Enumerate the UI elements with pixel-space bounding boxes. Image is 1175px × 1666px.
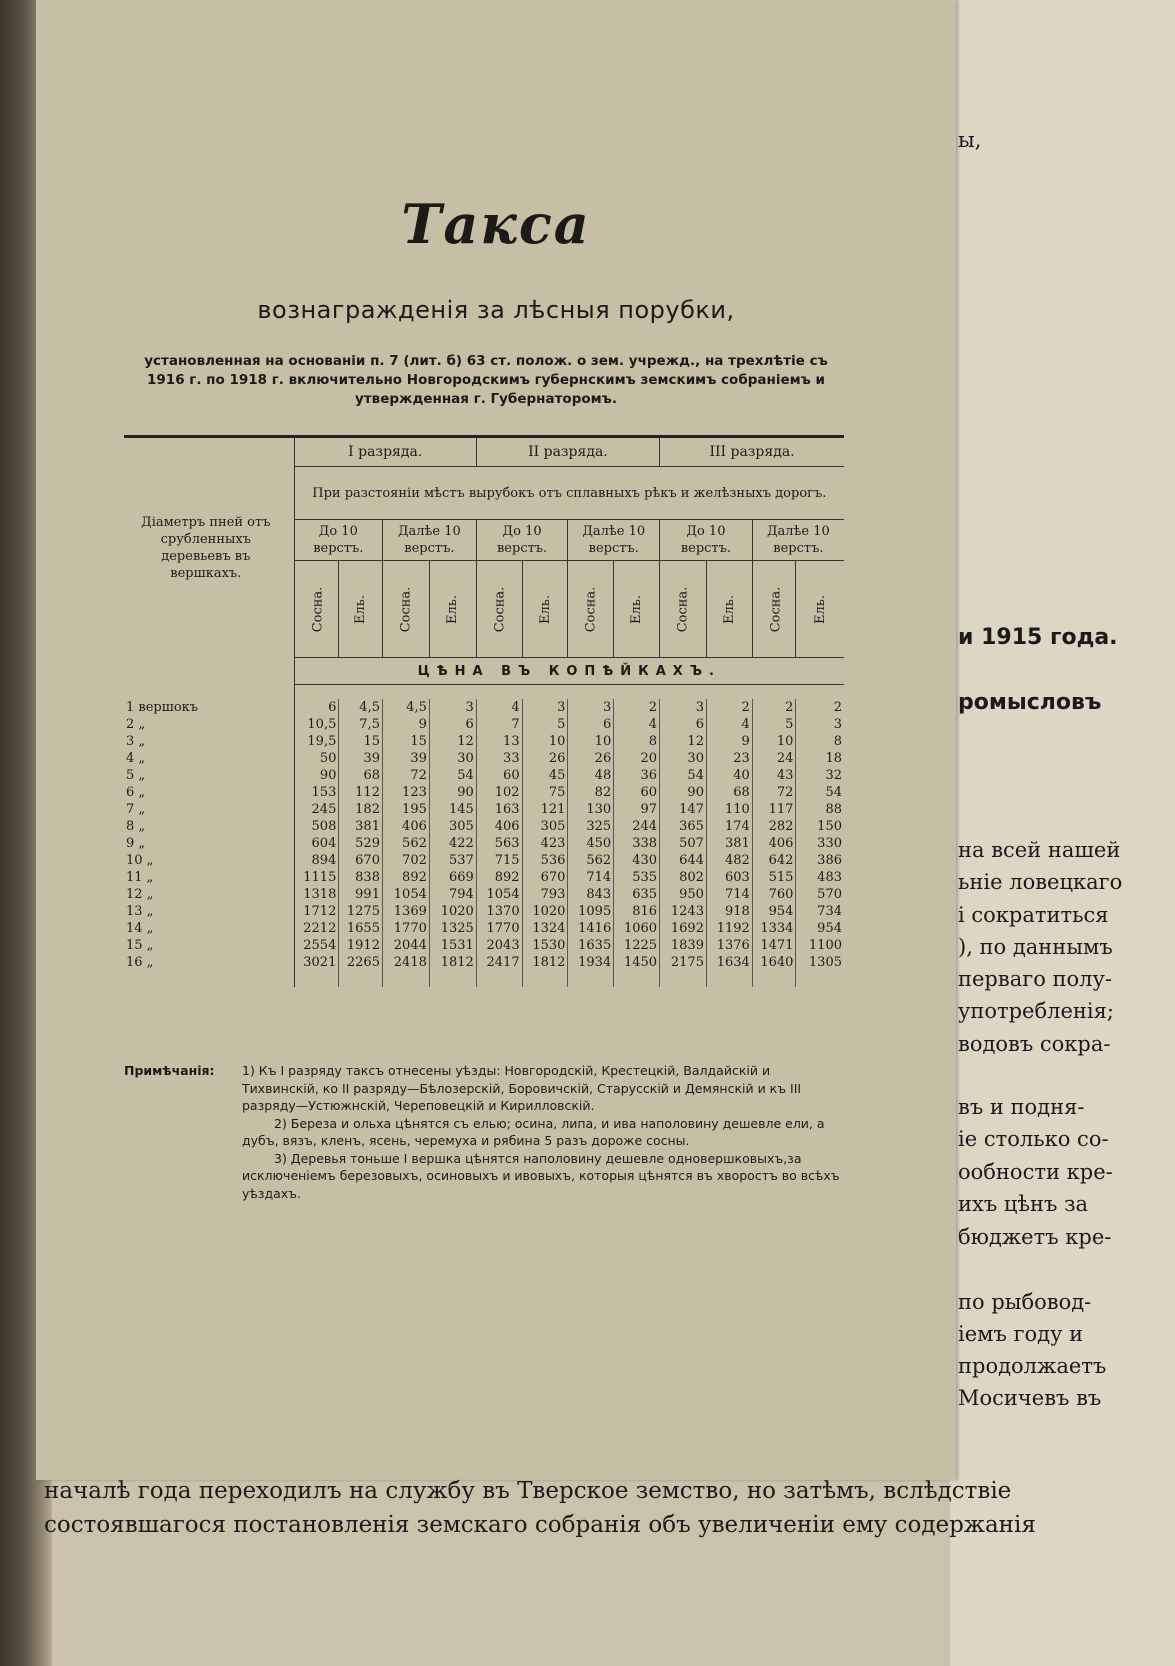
price-cell: 406 [382,818,429,835]
price-cell: 603 [706,869,752,886]
row-label: 4 „ [126,750,146,766]
price-cell: 642 [752,852,796,869]
table-row [124,954,844,971]
table-row [124,852,844,869]
price-cell: 68 [706,784,752,801]
price-cell: 1770 [382,920,429,937]
price-cell: 2043 [476,937,522,954]
price-cell: 195 [382,801,429,818]
rank-1: I разряда. [294,437,476,467]
price-cell: 2 [752,699,796,716]
background-text-line: перваго полу- [958,967,1112,991]
price-cell: 32 [825,767,842,783]
price-cell: 338 [614,835,660,852]
price-cell: 97 [614,801,660,818]
background-text-line: водовъ сокра- [958,1032,1111,1056]
price-cell: 2044 [382,937,429,954]
price-cell: 82 [568,784,614,801]
price-cell: 702 [382,852,429,869]
background-text-line: ообности кре- [958,1160,1113,1184]
price-cell: 1770 [476,920,522,937]
price-cell: 24 [752,750,796,767]
species-header [522,561,568,658]
bottom-text-line: началѣ года переходилъ на службу въ Тверское земство, но затѣмъ, вслѣдствіе [44,1478,1012,1504]
table-row [124,886,844,903]
price-cell: 635 [614,886,660,903]
price-cell: 2 [706,699,752,716]
price-cell: 40 [706,767,752,784]
table-row [124,869,844,886]
price-cell: 422 [429,835,476,852]
price-cell: 1275 [339,903,383,920]
price-cell: 1095 [568,903,614,920]
price-cell: 430 [614,852,660,869]
species-label: Сосна. [398,586,414,632]
species-header [476,561,522,658]
background-text-line: ихъ цѣнъ за [958,1192,1089,1216]
price-cell: 2212 [294,920,339,937]
species-header [614,561,660,658]
table-row [124,699,844,716]
price-cell: 760 [752,886,796,903]
row-label: 7 „ [126,801,146,817]
background-text-line: на всей нашей [958,838,1121,862]
price-cell: 450 [568,835,614,852]
price-cell: 9 [706,733,752,750]
table-row [124,750,844,767]
notes-body [242,1062,842,1202]
rank-3: III разряда. [660,437,844,467]
price-cell: 714 [706,886,752,903]
species-header [660,561,707,658]
note-item: 3) Деревья тоньше I вершка цѣнятся наполовину дешевле одновершковыхъ,за исключеніемъ березовыхъ, осиновыхъ и ивовыхъ, которыя цѣнятся въ хворостъ во всѣхъ уѣздахъ. [242,1150,840,1201]
price-cell: 1334 [752,920,796,937]
price-cell: 1020 [429,903,476,920]
price-cell: 30 [429,750,476,767]
row-label: 6 „ [126,784,146,800]
price-cell: 1325 [429,920,476,937]
price-cell: 2 [833,699,842,715]
price-cell: 90 [660,784,707,801]
price-cell: 12 [429,733,476,750]
row-label: 16 „ [126,954,154,970]
price-cell: 1054 [382,886,429,903]
price-cell: 1530 [522,937,568,954]
price-cell: 644 [660,852,707,869]
background-text-line: ), по даннымъ [958,935,1113,959]
price-cell: 1839 [660,937,707,954]
species-label: Сосна. [583,586,599,632]
background-text-line: Мосичевъ въ [958,1386,1102,1410]
price-cell: 54 [825,784,842,800]
price-cell: 10 [568,733,614,750]
price-cell: 604 [294,835,339,852]
price-label: ЦѢНА ВЪ КОПѢЙКАХЪ. [294,658,844,685]
price-cell: 954 [817,920,842,936]
row-label: 15 „ [126,937,154,953]
distance-3: До 10 верстъ. [476,520,568,561]
species-header [568,561,614,658]
price-cell: 10 [522,733,568,750]
price-cell: 18 [825,750,842,766]
table-row [124,835,844,852]
price-cell: 529 [339,835,383,852]
price-cell: 60 [476,767,522,784]
price-cell: 1100 [808,937,842,953]
price-cell: 121 [522,801,568,818]
price-cell: 1192 [706,920,752,937]
price-cell: 10,5 [294,716,339,733]
price-cell: 90 [429,784,476,801]
row-label: 3 „ [126,733,146,749]
price-cell: 147 [660,801,707,818]
price-cell: 117 [752,801,796,818]
price-cell: 562 [382,835,429,852]
price-cell: 9 [382,716,429,733]
price-cell: 4 [706,716,752,733]
diameter-label: Діаметръ пней отъ срубленныхъ деревьевъ въ вершкахъ. [124,437,288,658]
price-cell: 72 [382,767,429,784]
price-cell: 5 [522,716,568,733]
price-cell: 7 [476,716,522,733]
notes-heading: Примѣчанія: [124,1063,215,1078]
price-cell: 1934 [568,954,614,971]
price-cell: 50 [294,750,339,767]
row-label: 11 „ [126,869,154,885]
species-label: Ель. [812,594,828,624]
row-label: 10 „ [126,852,154,868]
table-row [124,733,844,750]
price-cell: 669 [429,869,476,886]
price-cell: 174 [706,818,752,835]
price-cell: 563 [476,835,522,852]
price-cell: 2265 [339,954,383,971]
bottom-text-line: состоявшагося постановленія земскаго собранія объ увеличеніи ему содержанія [44,1512,1036,1538]
price-cell: 1115 [294,869,339,886]
document-title: Такса [401,192,591,256]
price-cell: 562 [568,852,614,869]
price-cell: 406 [476,818,522,835]
species-label: Ель. [353,594,369,624]
background-text-line: употребленія; [958,999,1114,1023]
price-cell: 2417 [476,954,522,971]
price-cell: 4,5 [339,699,383,716]
species-header [752,561,796,658]
table-row [124,784,844,801]
price-cell: 8 [614,733,660,750]
price-cell: 1640 [752,954,796,971]
price-cell: 715 [476,852,522,869]
price-cell: 381 [339,818,383,835]
background-text-line: продолжаетъ [958,1354,1107,1378]
price-cell: 894 [294,852,339,869]
species-label: Ель. [537,594,553,624]
price-cell: 714 [568,869,614,886]
price-cell: 3 [833,716,842,732]
price-cell: 4 [476,699,522,716]
background-text-line: ромысловъ [958,690,1102,715]
price-cell: 1912 [339,937,383,954]
price-cell: 45 [522,767,568,784]
price-cell: 3021 [294,954,339,971]
row-label: 2 „ [126,716,146,732]
price-cell: 1450 [614,954,660,971]
price-cell: 1471 [752,937,796,954]
price-cell: 2175 [660,954,707,971]
price-cell: 102 [476,784,522,801]
species-label: Сосна. [768,586,784,632]
background-text-line: по рыбовод- [958,1290,1092,1314]
species-header [796,561,844,658]
price-cell: 670 [522,869,568,886]
price-cell: 954 [752,903,796,920]
price-cell: 1369 [382,903,429,920]
species-header [339,561,383,658]
price-cell: 3 [522,699,568,716]
background-text-line: ьніе ловецкаго [958,870,1123,894]
background-text-line: бюджетъ кре- [958,1225,1112,1249]
price-cell: 1812 [429,954,476,971]
price-cell: 6 [294,699,339,716]
price-cell: 892 [382,869,429,886]
price-cell: 23 [706,750,752,767]
distance-6: Далѣе 10 верстъ. [752,520,844,561]
price-cell: 60 [614,784,660,801]
price-cell: 816 [614,903,660,920]
price-cell: 282 [752,818,796,835]
background-text-line: и 1915 года. [958,625,1118,650]
price-cell: 508 [294,818,339,835]
background-text-line: ы, [958,128,982,152]
price-cell: 6 [429,716,476,733]
price-cell: 670 [339,852,383,869]
price-cell: 4 [614,716,660,733]
price-cell: 13 [476,733,522,750]
price-cell: 4,5 [382,699,429,716]
price-cell: 2 [614,699,660,716]
species-label: Сосна. [675,586,691,632]
species-header [294,561,339,658]
price-cell: 5 [752,716,796,733]
price-cell: 991 [339,886,383,903]
species-label: Сосна. [492,586,508,632]
price-cell: 30 [660,750,707,767]
price-cell: 1225 [614,937,660,954]
price-cell: 12 [660,733,707,750]
species-label: Сосна. [309,586,325,632]
price-cell: 43 [752,767,796,784]
table-row [124,716,844,733]
price-cell: 918 [706,903,752,920]
price-cell: 482 [706,852,752,869]
row-label: 13 „ [126,903,154,919]
price-cell: 536 [522,852,568,869]
price-cell: 483 [817,869,842,885]
row-label: 8 „ [126,818,146,834]
price-cell: 330 [817,835,842,851]
price-cell: 381 [706,835,752,852]
price-cell: 54 [429,767,476,784]
price-cell: 145 [429,801,476,818]
price-cell: 20 [614,750,660,767]
species-header [706,561,752,658]
price-cell: 325 [568,818,614,835]
price-cell: 1020 [522,903,568,920]
price-cell: 537 [429,852,476,869]
distance-4: Далѣе 10 верстъ. [568,520,660,561]
table-row [124,903,844,920]
price-cell: 507 [660,835,707,852]
table-row [124,920,844,937]
table-row [124,801,844,818]
note-item: 1) Къ I разряду таксъ отнесены уѣзды: Новгородскій, Крестецкій, Валдайскій и Тихвинскій, ко II разряду—Бѣлозерскій, Боровичскій, Старусскій и Демянскій и къ III разряду—Устюжнскій, Череповецкій и Кирилловскій. [242,1063,802,1113]
price-cell: 245 [294,801,339,818]
price-cell: 794 [429,886,476,903]
price-cell: 72 [752,784,796,801]
distance-1: До 10 верстъ. [294,520,382,561]
row-label: 9 „ [126,835,146,851]
price-cell: 153 [294,784,339,801]
price-cell: 182 [339,801,383,818]
price-cell: 1305 [808,954,842,970]
price-cell: 1324 [522,920,568,937]
price-cell: 838 [339,869,383,886]
price-cell: 1060 [614,920,660,937]
price-cell: 19,5 [294,733,339,750]
price-cell: 90 [294,767,339,784]
price-cell: 1054 [476,886,522,903]
document-subtitle: вознагражденія за лѣсныя порубки, [257,296,735,324]
established-text: установленная на основаніи п. 7 (лит. б) 63 ст. полож. о зем. учрежд., на трехлѣтіе съ 1916 г. по 1918 г. включительно Новгородскимъ губернскимъ земскимъ собраніемъ и утвержденная г. Губернаторомъ. [144,353,828,407]
species-header [382,561,429,658]
price-cell: 1531 [429,937,476,954]
background-text-line: і сократиться [958,903,1109,927]
price-cell: 515 [752,869,796,886]
row-label: 5 „ [126,767,146,783]
price-cell: 110 [706,801,752,818]
price-cell: 10 [752,733,796,750]
price-cell: 3 [568,699,614,716]
price-cell: 365 [660,818,707,835]
background-text-line: іе столько со- [958,1127,1109,1151]
rank-2: II разряда. [476,437,659,467]
price-cell: 386 [817,852,842,868]
price-cell: 1416 [568,920,614,937]
price-cell: 112 [339,784,383,801]
tax-insert-sheet [36,0,956,1480]
price-cell: 892 [476,869,522,886]
price-cell: 535 [614,869,660,886]
price-cell: 423 [522,835,568,852]
price-cell: 2554 [294,937,339,954]
price-cell: 75 [522,784,568,801]
price-cell: 54 [660,767,707,784]
price-cell: 406 [752,835,796,852]
species-label: Ель. [629,594,645,624]
distance-header: При разстояніи мѣстъ вырубокъ отъ сплавныхъ рѣкъ и желѣзныхъ дорогъ. [294,467,844,520]
price-cell: 7,5 [339,716,383,733]
price-cell: 305 [429,818,476,835]
species-header [429,561,476,658]
price-cell: 8 [833,733,842,749]
price-cell: 802 [660,869,707,886]
price-cell: 88 [825,801,842,817]
price-cell: 1318 [294,886,339,903]
price-cell: 1692 [660,920,707,937]
price-cell: 570 [817,886,842,902]
price-cell: 734 [817,903,842,919]
price-cell: 305 [522,818,568,835]
price-cell: 39 [339,750,383,767]
price-cell: 3 [660,699,707,716]
table-row [124,818,844,835]
price-cell: 1370 [476,903,522,920]
price-cell: 1243 [660,903,707,920]
price-cell: 6 [568,716,614,733]
tax-table [124,435,844,987]
price-cell: 1712 [294,903,339,920]
price-cell: 1634 [706,954,752,971]
price-cell: 68 [339,767,383,784]
price-cell: 15 [339,733,383,750]
price-cell: 1376 [706,937,752,954]
row-label: 1 вершокъ [126,699,199,715]
price-cell: 15 [382,733,429,750]
note-item: 2) Береза и ольха цѣнятся съ елью; осина, липа, и ива наполовину дешевле ели, а дубъ, вязъ, кленъ, ясень, черемуха и рябина 5 разъ дороже сосны. [242,1115,825,1148]
price-cell: 1655 [339,920,383,937]
price-cell: 163 [476,801,522,818]
price-cell: 1635 [568,937,614,954]
row-label: 12 „ [126,886,154,902]
price-cell: 843 [568,886,614,903]
price-cell: 2418 [382,954,429,971]
table-row [124,767,844,784]
price-cell: 123 [382,784,429,801]
price-cell: 950 [660,886,707,903]
price-cell: 1812 [522,954,568,971]
price-cell: 48 [568,767,614,784]
price-cell: 244 [614,818,660,835]
distance-5: До 10 верстъ. [660,520,753,561]
price-cell: 36 [614,767,660,784]
species-label: Ель. [721,594,737,624]
price-cell: 130 [568,801,614,818]
species-label: Ель. [445,594,461,624]
price-cell: 39 [382,750,429,767]
background-text-line: іемъ году и [958,1322,1084,1346]
price-cell: 150 [817,818,842,834]
price-cell: 26 [522,750,568,767]
distance-2: Далѣе 10 верстъ. [382,520,476,561]
price-cell: 33 [476,750,522,767]
background-text-line: въ и подня- [958,1095,1085,1119]
price-cell: 26 [568,750,614,767]
price-cell: 3 [429,699,476,716]
row-label: 14 „ [126,920,154,936]
price-cell: 6 [660,716,707,733]
background-page [950,0,1175,1666]
table-row [124,937,844,954]
price-cell: 793 [522,886,568,903]
